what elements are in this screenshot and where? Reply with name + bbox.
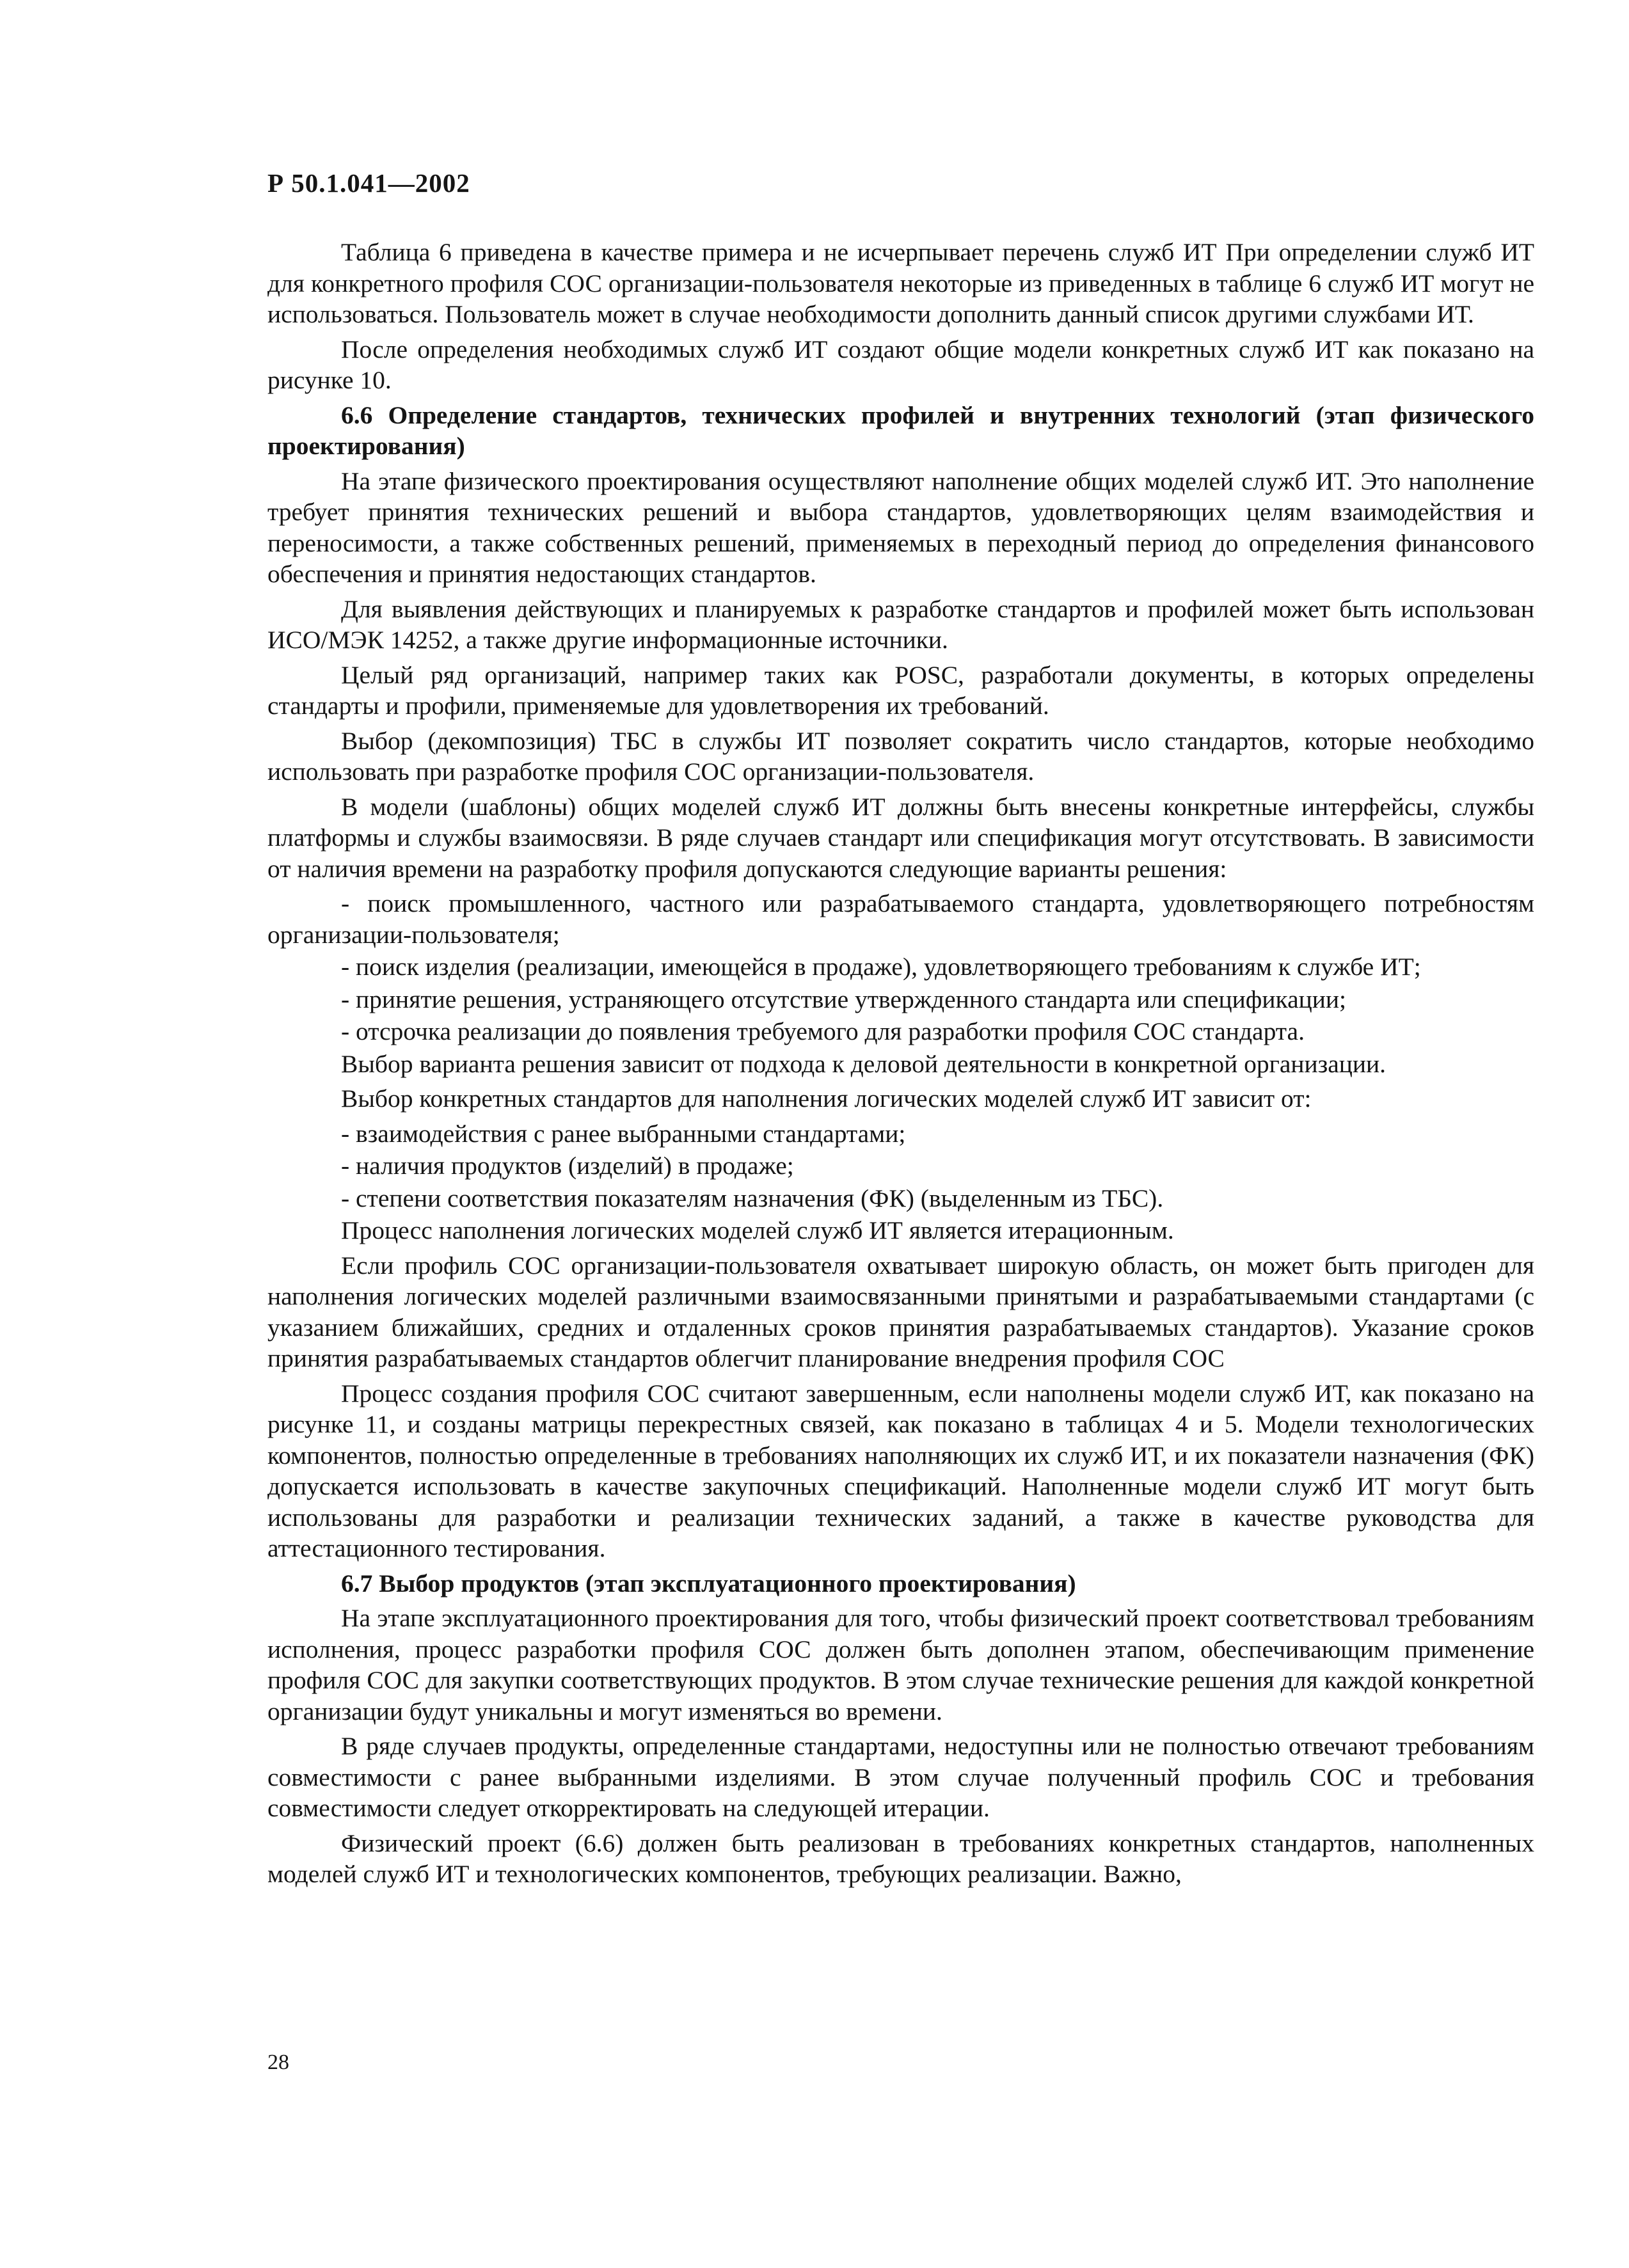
list-item: - наличия продуктов (изделий) в продаже; [341, 1152, 794, 1180]
paragraph: Выбор (декомпозиция) ТБС в службы ИТ позволяет сократить число стандартов, которые необходимо использовать при разработке профиля СОС организации-пользователя. [267, 726, 1534, 786]
list-item: - поиск промышленного, частного или разрабатываемого стандарта, удовлетворяющего потребностям организации-пользователя; [267, 889, 1534, 949]
paragraph: В модели (шаблоны) общих моделей служб ИТ должны быть внесены конкретные интерфейсы, службы платформы и службы взаимосвязи. В ряде случаев стандарт или спецификация могут отсутствовать. В зависимости от наличия времени на разработку профиля допускаются следующие варианты решения: [267, 792, 1534, 883]
paragraph: Целый ряд организаций, например таких как POSC, разработали документы, в которых определены стандарты и профили, применяемые для удовлетворения их требований. [267, 660, 1534, 720]
page-body [267, 237, 1534, 1894]
list-item: - степени соответствия показателям назначения (ФК) (выделенным из ТБС). [341, 1184, 1164, 1212]
page-number: 28 [267, 2050, 289, 2074]
paragraph: Таблица 6 приведена в качестве примера и не исчерпывает перечень служб ИТ При определении служб ИТ для конкретного профиля СОС организации-пользователя некоторые из приведенных в таблице 6 служб ИТ могут не использоваться. Пользователь может в случае необходимости дополнить данный список другими службами ИТ. [267, 238, 1534, 328]
list-item: - отсрочка реализации до появления требуемого для разработки профиля СОС стандарта. [341, 1017, 1305, 1045]
paragraph: После определения необходимых служб ИТ создают общие модели конкретных служб ИТ как показано на рисунке 10. [267, 335, 1534, 394]
paragraph: Физический проект (6.6) должен быть реализован в требованиях конкретных стандартов, наполненных моделей служб ИТ и технологических компонентов, требующих реализации. Важно, [267, 1828, 1534, 1888]
paragraph: В ряде случаев продукты, определенные стандартами, недоступны или не полностью отвечают требованиям совместимости с ранее выбранными изделиями. В этом случае полученный профиль СОС и требования совместимости следует откорректировать на следующей итерации. [267, 1732, 1534, 1822]
list-item: - взаимодействия с ранее выбранными стандартами; [341, 1119, 906, 1148]
section-heading-6-7: 6.7 Выбор продуктов (этап эксплуатационного проектирования) [341, 1569, 1076, 1598]
list-item: - поиск изделия (реализации, имеющейся в продаже), удовлетворяющего требованиям к службе ИТ; [341, 953, 1421, 981]
paragraph: Процесс наполнения логических моделей служб ИТ является итерационным. [341, 1216, 1174, 1244]
document-code: Р 50.1.041—2002 [267, 168, 470, 198]
paragraph: На этапе физического проектирования осуществляют наполнение общих моделей служб ИТ. Это наполнение требует принятия технических решений и выбора стандартов, удовлетворяющих целям взаимодействия и переносимости, а также собственных решений, применяемых в переходный период до определения финансового обеспечения и принятия недостающих стандартов. [267, 466, 1534, 588]
list-item: - принятие решения, устраняющего отсутствие утвержденного стандарта или спецификации; [341, 985, 1347, 1013]
paragraph: На этапе эксплуатационного проектирования для того, чтобы физический проект соответствовал требованиям исполнения, процесс разработки профиля СОС должен быть дополнен этапом, обеспечивающим применение профиля СОС для закупки соответствующих продуктов. В этом случае технические решения для каждой конкретной организации будут уникальны и могут изменяться во времени. [267, 1604, 1534, 1725]
paragraph: Для выявления действующих и планируемых к разработке стандартов и профилей может быть использован ИСО/МЭК 14252, а также другие информационные источники. [267, 594, 1534, 654]
paragraph: Если профиль СОС организации-пользователя охватывает широкую область, он может быть пригоден для наполнения логических моделей различными взаимосвязанными принятыми и разрабатываемыми стандартами (с указанием ближайших, средних и отдаленных сроков принятия разрабатываемых стандартов). Указание сроков принятия разрабатываемых стандартов облегчит планирование внедрения профиля СОС [267, 1251, 1534, 1372]
paragraph: Выбор варианта решения зависит от подхода к деловой деятельности в конкретной организации. [341, 1049, 1387, 1078]
paragraph: Процесс создания профиля СОС считают завершенным, если наполнены модели служб ИТ, как показано на рисунке 11, и созданы матрицы перекрестных связей, как показано в таблицах 4 и 5. Модели технологических компонентов, полностью определенные в требованиях наполняющих их служб ИТ, и их показатели назначения (ФК) допускается использовать в качестве закупочных спецификаций. Наполненные модели служб ИТ могут быть использованы для разработки и реализации технических заданий, а также в качестве руководства для аттестационного тестирования. [267, 1379, 1534, 1562]
section-heading-6-6: 6.6 Определение стандартов, технических профилей и внутренних технологий (этап физического проектирования) [267, 400, 1534, 460]
paragraph: Выбор конкретных стандартов для наполнения логических моделей служб ИТ зависит от: [341, 1084, 1312, 1113]
